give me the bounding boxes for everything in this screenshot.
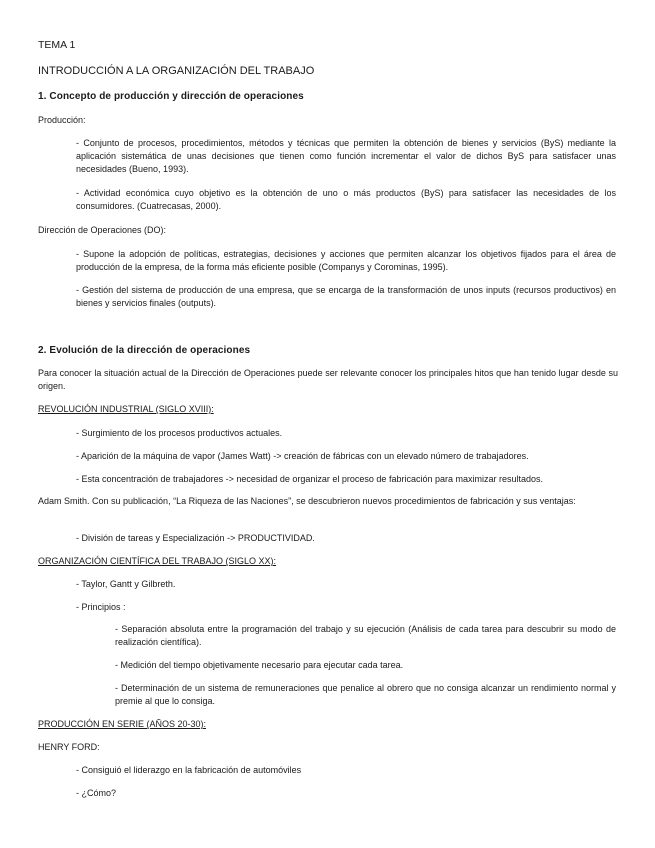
produccion-label: Producción:	[38, 115, 86, 125]
revolucion-item-3: - Esta concentración de trabajadores -> necesidad de organizar el proceso de fabricación para maximizar resultados.	[76, 474, 544, 484]
revolucion-heading: REVOLUCIÓN INDUSTRIAL (SIGLO XVIII):	[38, 404, 214, 414]
organizacion-item-1: - Taylor, Gantt y Gilbreth.	[76, 579, 176, 589]
smith-item: - División de tareas y Especialización -> PRODUCTIVIDAD.	[76, 533, 315, 543]
section-2-intro: Para conocer la situación actual de la Dirección de Operaciones puede ser relevante conocer los principales hitos que han tenido lugar desde su origen.	[38, 368, 618, 391]
do-label: Dirección de Operaciones (DO):	[38, 225, 167, 235]
principle-2: - Medición del tiempo objetivamente necesario para ejecutar cada tarea.	[115, 660, 404, 670]
page-title: INTRODUCCIÓN A LA ORGANIZACIÓN DEL TRABAJO	[38, 65, 315, 77]
principle-1: - Separación absoluta entre la programación del trabajo y su ejecución (Análisis de cada tarea para descubrir su modo de realización científica).	[115, 624, 616, 647]
organizacion-heading: ORGANIZACIÓN CIENTÍFICA DEL TRABAJO (SIGLO XX):	[38, 556, 277, 566]
do-definition-1: - Supone la adopción de políticas, estrategias, decisiones y acciones que permiten alcanzar los objetivos fijados para el área de producción de la empresa, de la forma más eficiente posible (Companys y Corominas, 1995).	[76, 249, 616, 272]
principle-3: - Determinación de un sistema de remuneraciones que penalice al obrero que no consiga alcanzar un rendimiento normal y premie al que lo consiga.	[115, 683, 616, 706]
revolucion-item-2: - Aparición de la máquina de vapor (James Watt) -> creación de fábricas con un elevado número de trabajadores.	[76, 451, 529, 461]
ford-item-1: - Consiguió el liderazgo en la fabricación de automóviles	[76, 765, 302, 775]
ford-item-2: - ¿Cómo?	[76, 788, 117, 798]
organizacion-item-2: - Principios :	[76, 602, 126, 612]
adam-smith-paragraph: Adam Smith. Con su publicación, “La Riqueza de las Naciones”, se descubrieron nuevos procedimientos de fabricación y sus ventajas:	[38, 496, 576, 506]
produccion-serie-heading: PRODUCCIÓN EN SERIE (AÑOS 20-30):	[38, 719, 207, 729]
tema-label: TEMA 1	[38, 39, 76, 51]
produccion-definition-1: - Conjunto de procesos, procedimientos, métodos y técnicas que permiten la obtención de bienes y servicios (ByS) mediante la aplicación sistemática de unas decisiones que tienen como función incrementar el valor de dichos ByS para satisfacer unas necesidades (Bueno, 1993).	[76, 138, 616, 174]
revolucion-item-1: - Surgimiento de los procesos productivos actuales.	[76, 428, 283, 438]
section-2-heading: 2. Evolución de la dirección de operaciones	[38, 345, 251, 356]
henry-ford-label: HENRY FORD:	[38, 742, 100, 752]
do-definition-2: - Gestión del sistema de producción de una empresa, que se encarga de la transformación de unos inputs (recursos productivos) en bienes y servicios finales (outputs).	[76, 285, 616, 308]
produccion-definition-2: - Actividad económica cuyo objetivo es la obtención de uno o más productos (ByS) para satisfacer las necesidades de los consumidores. (Cuatrecasas, 2000).	[76, 188, 616, 211]
section-1-heading: 1. Concepto de producción y dirección de operaciones	[38, 91, 304, 102]
